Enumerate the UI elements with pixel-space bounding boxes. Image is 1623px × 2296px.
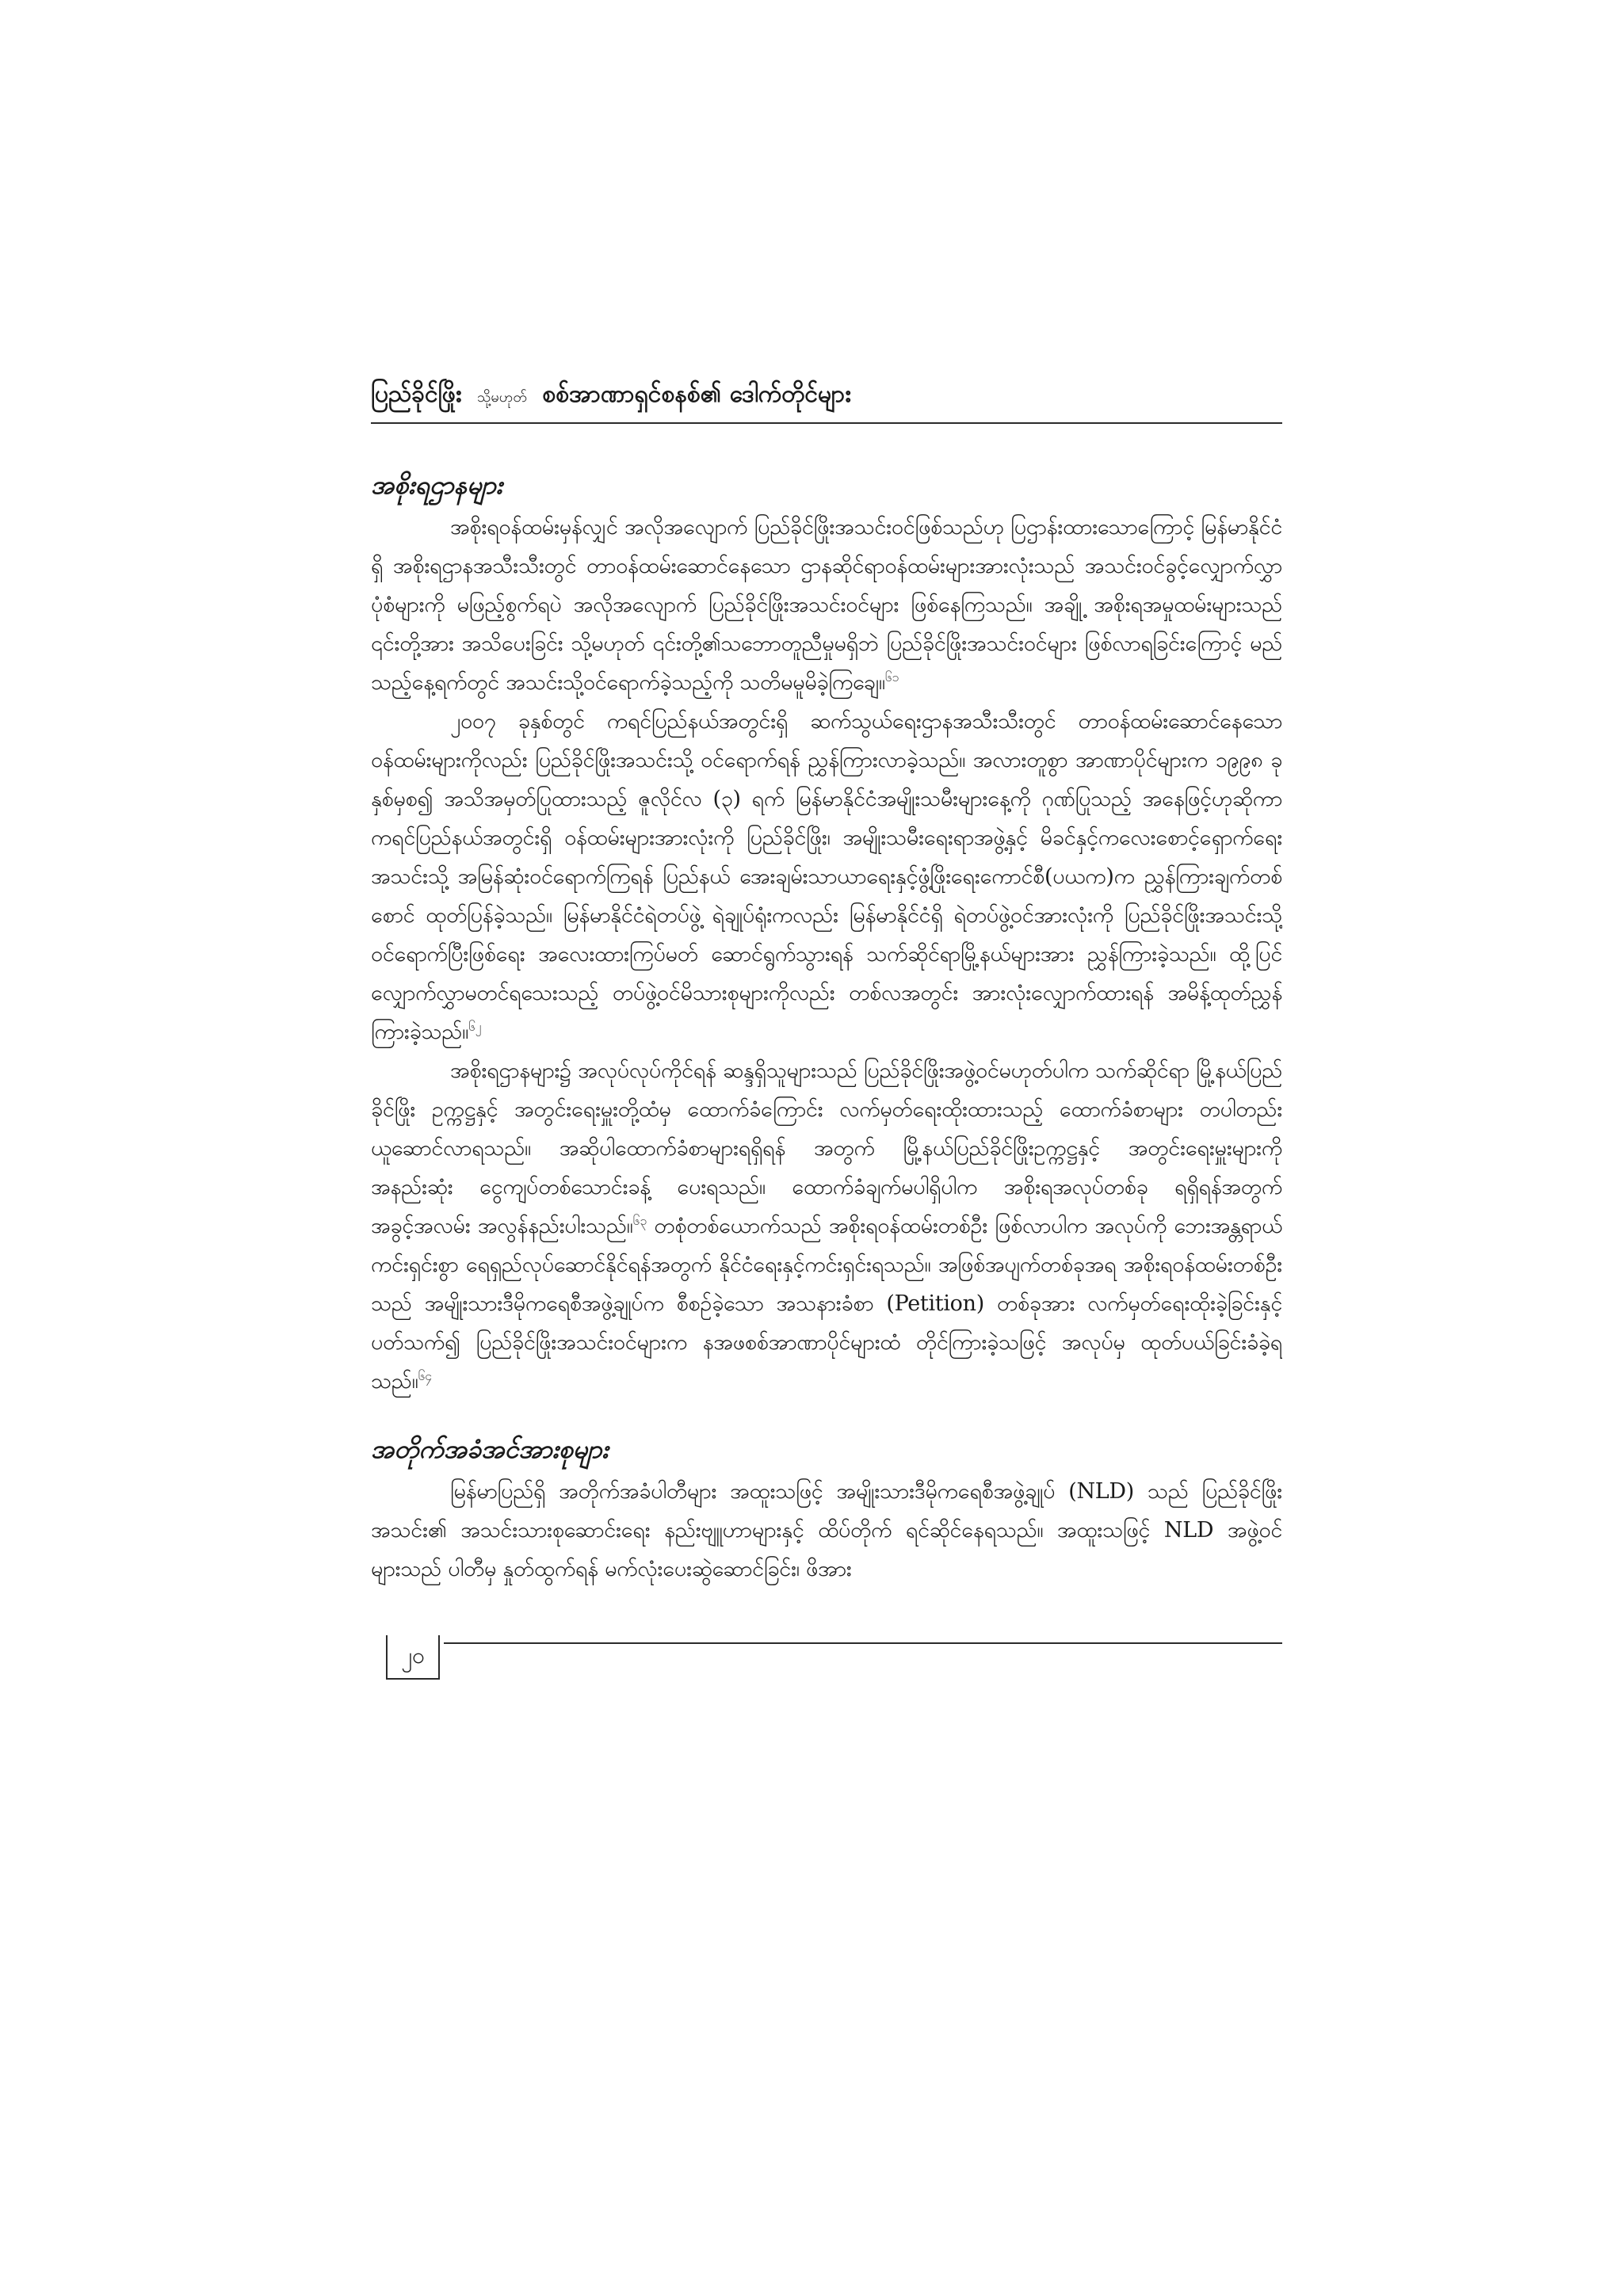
- paragraph: [371, 702, 1282, 1051]
- paragraph: [371, 1472, 1282, 1589]
- section-heading-government-departments: အစိုးရဌာနများ: [371, 470, 502, 500]
- body-text: [371, 448, 1282, 1620]
- footer-rule: [444, 1642, 1282, 1644]
- section-heading-opposition-forces: အတိုက်အခံအင်အားစုများ: [371, 1434, 609, 1464]
- footnote-marker: ၆၁: [884, 669, 899, 685]
- paragraph-text: တစုံတစ်ယောက်သည် အစိုးရဝန်ထမ်းတစ်ဦး ဖြစ်လာပါက အလုပ်ကို ဘေးအန္တရာယ်ကင်းရှင်းစွာ ရေရှည်လုပ်ဆောင်နိုင်ရန်အတွက် နိုင်ငံရေးနှင့်ကင်းရှင်းရသည်။ အဖြစ်အပျက်တစ်ခုအရ အစိုးရဝန်ထမ်းတစ်ဦးသည် အမျိုးသားဒီမိုကရေစီအဖွဲ့ချုပ်က စီစဉ်ခဲ့သော အသနားခံစာ (Petition) တစ်ခုအား လက်မှတ်ရေးထိုးခဲ့ခြင်းနှင့်ပတ်သက်၍ ပြည်ခိုင်ဖြိုးအသင်းဝင်များက နအဖစစ်အာဏာပိုင်များထံ တိုင်ကြားခဲ့သဖြင့် အလုပ်မှ ထုတ်ပယ်ခြင်းခံခဲ့ရသည်။: [371, 1214, 1282, 1394]
- paragraph-text: ၂၀၀၇ ခုနှစ်တွင် ကရင်ပြည်နယ်အတွင်းရှိ ဆက်သွယ်ရေးဌာနအသီးသီးတွင် တာဝန်ထမ်းဆောင်နေသော ဝန်ထမ်းများကိုလည်း ပြည်ခိုင်ဖြိုးအသင်းသို့ ဝင်ရောက်ရန် ညွှန်ကြားလာခဲ့သည်။ အလားတူစွာ အာဏာပိုင်များက ၁၉၉၈ ခုနှစ်မှစ၍ အသိအမှတ်ပြုထားသည့် ဇူလိုင်လ (၃) ရက် မြန်မာနိုင်ငံအမျိုးသမီးများနေ့ကို ဂုဏ်ပြုသည့် အနေဖြင့်ဟုဆိုကာ ကရင်ပြည်နယ်အတွင်းရှိ ဝန်ထမ်းများအားလုံးကို ပြည်ခိုင်ဖြိုး၊ အမျိုးသမီးရေးရာအဖွဲ့နှင့် မိခင်နှင့်ကလေးစောင့်ရှောက်ရေးအသင်းသို့ အမြန်ဆုံးဝင်ရောက်ကြရန် ပြည်နယ် အေးချမ်းသာယာရေးနှင့်ဖွံ့ဖြိုးရေးကောင်စီ(ပယက)က ညွှန်ကြားချက်တစ်စောင် ထုတ်ပြန်ခဲ့သည်။ မြန်မာနိုင်ငံရဲတပ်ဖွဲ့ ရဲချုပ်ရုံးကလည်း မြန်မာနိုင်ငံရှိ ရဲတပ်ဖွဲ့ဝင်အားလုံးကို ပြည်ခိုင်ဖြိုးအသင်းသို့ ဝင်ရောက်ပြီးဖြစ်ရေး အလေးထားကြပ်မတ် ဆောင်ရွက်သွားရန် သက်ဆိုင်ရာမြို့နယ်များအား ညွှန်ကြားခဲ့သည်။ ထို့ပြင် လျှောက်လွှာမတင်ရသေးသည့် တပ်ဖွဲ့ဝင်မိသားစုများကိုလည်း တစ်လအတွင်း အားလုံးလျှောက်ထားရန် အမိန့်ထုတ်ညွှန်ကြားခဲ့သည်။: [371, 709, 1282, 1044]
- paragraph: [371, 508, 1282, 702]
- footnote-marker: ၆၃: [632, 1213, 647, 1228]
- paragraph: [371, 1051, 1282, 1401]
- page-number: ၂၀: [386, 1635, 440, 1680]
- paragraph-text: မြန်မာပြည်ရှိ အတိုက်အခံပါတီများ အထူးသဖြင့် အမျိုးသားဒီမိုကရေစီအဖွဲ့ချုပ် (NLD) သည် ပြည်ခိုင်ဖြိုးအသင်း၏ အသင်းသားစုဆောင်းရေး နည်းဗျူဟာများနှင့် ထိပ်တိုက် ရင်ဆိုင်နေရသည်။ အထူးသဖြင့် NLD အဖွဲ့ဝင်များသည် ပါတီမှ နှုတ်ထွက်ရန် မက်လုံးပေးဆွဲဆောင်ခြင်း၊ ဖိအား: [371, 1479, 1282, 1581]
- header-rule: [371, 422, 1282, 424]
- running-head-connector: သို့မဟုတ်: [477, 389, 527, 406]
- footnote-marker: ၆၂: [468, 1019, 482, 1034]
- paragraph-text: အစိုးရဝန်ထမ်းမှန်လျှင် အလိုအလျောက် ပြည်ခိုင်ဖြိုးအသင်းဝင်ဖြစ်သည်ဟု ပြဌာန်းထားသောကြောင့် မြန်မာနိုင်ငံရှိ အစိုးရဌာနအသီးသီးတွင် တာဝန်ထမ်းဆောင်နေသော ဌာနဆိုင်ရာဝန်ထမ်းများအားလုံးသည် အသင်းဝင်ခွင့်လျှောက်လွှာပုံစံများကို မဖြည့်စွက်ရပဲ အလိုအလျောက် ပြည်ခိုင်ဖြိုးအသင်းဝင်များ ဖြစ်နေကြသည်။ အချို့ အစိုးရအမှုထမ်းများသည် ၎င်းတို့အား အသိပေးခြင်း သို့မဟုတ် ၎င်းတို့၏သဘောတူညီမှုမရှိဘဲ ပြည်ခိုင်ဖြိုးအသင်းဝင်များ ဖြစ်လာရခြင်းကြောင့် မည်သည့်နေ့ရက်တွင် အသင်းသို့ဝင်ရောက်ခဲ့သည့်ကို သတိမမူမိခဲ့ကြချေ။: [371, 515, 1282, 695]
- running-head-subtitle: စစ်အာဏာရှင်စနစ်၏ ဒေါက်တိုင်များ: [542, 380, 851, 408]
- running-head: [371, 371, 1282, 418]
- running-head-title: ပြည်ခိုင်ဖြိုး: [371, 380, 462, 408]
- footnote-marker: ၆၄: [418, 1368, 432, 1383]
- paragraph-text: အစိုးရဌာနများ၌ အလုပ်လုပ်ကိုင်ရန် ဆန္ဒရှိသူများသည် ပြည်ခိုင်ဖြိုးအဖွဲ့ဝင်မဟုတ်ပါက သက်ဆိုင်ရာ မြို့နယ်ပြည်ခိုင်ဖြိုး ဥက္ကဋ္ဌနှင့် အတွင်းရေးမှူးတို့ထံမှ ထောက်ခံကြောင်း လက်မှတ်ရေးထိုးထားသည့် ထောက်ခံစာများ တပါတည်း ယူဆောင်လာရသည်။ အဆိုပါထောက်ခံစာများရရှိရန် အတွက် မြို့နယ်ပြည်ခိုင်ဖြိုးဥက္ကဋ္ဌနှင့် အတွင်းရေးမှူးများကို အနည်းဆုံး ငွေကျပ်တစ်သောင်းခန့် ပေးရသည်။ ထောက်ခံချက်မပါရှိပါက အစိုးရအလုပ်တစ်ခု ရရှိရန်အတွက် အခွင့်အလမ်း အလွန်နည်းပါးသည်။: [371, 1058, 1282, 1238]
